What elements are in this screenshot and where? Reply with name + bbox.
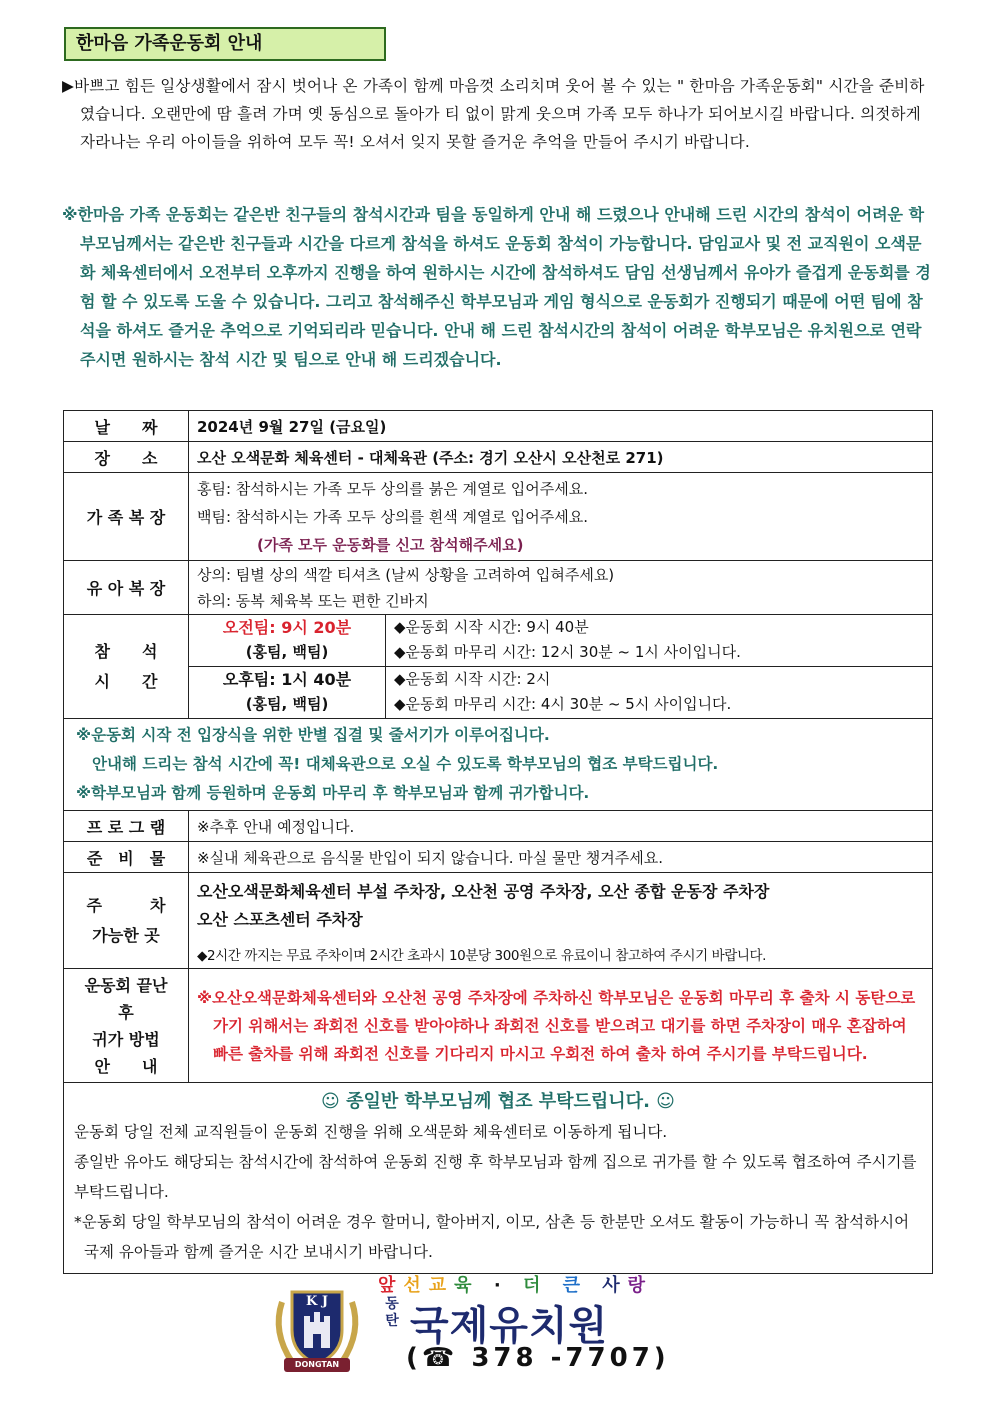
am-end-time: ◆운동회 마무리 시간: 12시 30분 ~ 1시 사이입니다. [394,643,741,662]
parking-lots: 오산오색문화체육센터 부설 주차장, 오산천 공영 주차장, 오산 종합 운동장 주차장 [197,881,770,901]
table-row-program [64,811,933,842]
date-value: 2024년 9월 27일 (금요일) [189,411,933,442]
program-label: 프 로 그 램 [64,811,189,842]
closing-heading: ☺ 종일반 학부모님께 협조 부탁드립니다. ☺ [321,1091,675,1112]
note-line-2: 안내해 드리는 참석 시간에 꼭! 대체육관으로 오실 수 있도록 학부모님의 협조 부탁드립니다. [92,755,719,773]
kindergarten-tag: 동탄 [385,1296,399,1329]
table-row-attend-time [64,615,933,719]
program-value: ※추후 안내 예정입니다. [189,811,933,842]
note-line-1: ※운동회 시작 전 입장식을 위한 반별 집결 및 줄서기가 이루어집니다. [76,726,550,744]
table-row-notes [64,719,933,811]
child-dress-top: 상의: 팀별 상의 색깔 티셔츠 (날씨 상황을 고려하여 입혀주세요) [197,565,615,584]
page-title: 한마음 가족운동회 안내 [64,27,386,61]
pm-start-time: ◆운동회 시작 시간: 2시 [394,670,551,689]
am-start-time: ◆운동회 시작 시간: 9시 40분 [394,618,589,637]
table-row-closing [64,1083,933,1274]
crest-ribbon-text: DONGTAN [294,1360,340,1369]
prep-label: 준 비 물 [64,842,189,873]
family-dress-red-team: 홍팀: 참석하시는 가족 모두 상의를 붉은 계열로 입어주세요. [197,479,588,498]
attend-label-2: 시 간 [94,671,158,691]
return-label-3: 귀가 방법 [92,1029,160,1049]
intro-paragraph [62,72,932,156]
table-row-place [64,442,933,473]
family-dress-shoes-note: (가족 모두 운동화를 신고 참석해주세요) [257,535,524,554]
pm-team-time: 오후팀: 1시 40분 [222,670,352,690]
prep-value: ※실내 체육관으로 음식물 반입이 되지 않습니다. 마실 물만 챙겨주세요. [189,842,933,873]
closing-para-1: 운동회 당일 전체 교직원들이 운동회 진행을 위해 오색문화 체육센터로 이동하게 됩니다. [74,1123,668,1141]
table-row-return [64,969,933,1083]
return-label-1: 운동회 끝난 [84,975,168,995]
parking-fee-note: ◆2시간 까지는 무료 주차이며 2시간 초과시 10분당 300원으로 유료이니 참고하여 주시기 바랍니다. [197,947,767,964]
closing-para-3: *운동회 당일 학부모님의 참석이 어려운 경우 할머니, 할아버지, 이모, 삼촌 등 한분만 오셔도 활동이 가능하니 꼭 참석하시어 국제 유아들과 함께 즐거운 시간 보내시기 바랍니다. [74,1213,910,1261]
table-row-parking [64,873,933,969]
crest-letters: K J [306,1294,328,1309]
pm-end-time: ◆운동회 마무리 시간: 4시 30분 ~ 5시 사이입니다. [394,695,732,714]
table-row-prep [64,842,933,873]
place-value: 오산 오색문화 체육센터 - 대체육관 (주소: 경기 오산시 오산천로 271) [189,442,933,473]
intro-text: ▶바쁘고 힘든 일상생활에서 잠시 벗어나 온 가족이 함께 마음껏 소리치며 웃어 볼 수 있는 " 한마음 가족운동회" 시간을 준비하였습니다. 오랜만에 땀 흘려 가며 옛 동심으로 돌아가 티 없이 맑게 웃으며 가족 모두 하나가 되어보시길 바랍니다. 의젓하게 자라나는 우리 아이들을 위하여 모두 꼭! 오셔서 잊지 못할 즐거운 추억을 만들어 주시기 바랍니다. [62,77,925,151]
table-row-child-dress [64,561,933,615]
place-label: 장 소 [64,442,189,473]
parking-label-2: 가능한 곳 [92,925,160,945]
kindergarten-name: 국제유치원 [410,1302,609,1349]
family-dress-white-team: 백팀: 참석하시는 가족 모두 상의를 흰색 계열로 입어주세요. [197,507,588,526]
return-label-2: 후 [118,1002,134,1022]
parking-label-1: 주 차 [86,895,166,915]
closing-para-2: 종일반 유아도 해당되는 참석시간에 참석하여 운동회 진행 후 학부모님과 함께 집으로 귀가를 할 수 있도록 협조하여 주시기를 부탁드립니다. [74,1153,917,1201]
parking-lots-2: 오산 스포츠센터 주차장 [197,909,363,929]
child-dress-label: 유 아 복 장 [64,561,189,615]
am-team-sub: (홍팀, 백팀) [245,643,329,662]
attend-inner-table [189,615,932,718]
family-dress-label: 가 족 복 장 [64,473,189,561]
notice-text: ※한마음 가족 운동회는 같은반 친구들의 참석시간과 팀을 동일하게 안내 해 드렸으나 안내해 드린 시간의 참석이 어려운 학부모님께서는 같은반 친구들과 시간을 다르게 참석을 하셔도 운동회 참석이 가능합니다. 담임교사 및 전 교직원이 오색문화 체육센터에서 오전부터 오후까지 진행을 하여 원하시는 시간에 참석하셔도 담임 선생님께서 유아가 즐겁게 운동회를 경험 할 수 있도록 도울 수 있습니다. 그리고 참석해주신 학부모님과 게임 형식으로 운동회가 진행되기 때문에 어떤 팀에 참석을 하셔도 즐거운 추억으로 기억되리라 믿습니다. 안내 해 드린 참석시간의 참석이 어려운 학부모님은 유치원으로 연락주시면 원하시는 참석 시간 및 팀으로 안내 해 드리겠습니다. [62,205,931,369]
am-team-time: 오전팀: 9시 20분 [222,618,352,638]
table-row-family-dress [64,473,933,561]
date-label: 날 짜 [64,411,189,442]
child-dress-bottom: 하의: 동복 체육복 또는 편한 긴바지 [197,591,429,610]
table-row-date [64,411,933,442]
kindergarten-motto: 앞선교육 · 더 큰 사랑 [378,1275,654,1296]
attend-label-1: 참 석 [94,641,158,661]
return-guide-text: ※오산오색문화체육센터와 오산천 공영 주차장에 주차하신 학부모님은 운동회 마무리 후 출차 시 동탄으로 가기 위해서는 좌회전 신호를 받아야하나 좌회전 신호를 받으려고 대기를 하면 주차장이 매우 혼잡하여 빠른 출차를 위해 좌회전 신호를 기다리지 마시고 우회전 하여 출차 하여 주시기를 부탁드립니다. [189,969,933,1083]
pm-team-sub: (홍팀, 백팀) [245,695,329,714]
note-line-3: ※학부모님과 함께 등원하며 운동회 마무리 후 학부모님과 함께 귀가합니다. [76,784,590,802]
kindergarten-phone: (☎ 378 -7707) [406,1343,670,1373]
event-info-table [63,410,933,1274]
notice-paragraph [62,200,932,374]
return-label-4: 안 내 [94,1056,158,1076]
